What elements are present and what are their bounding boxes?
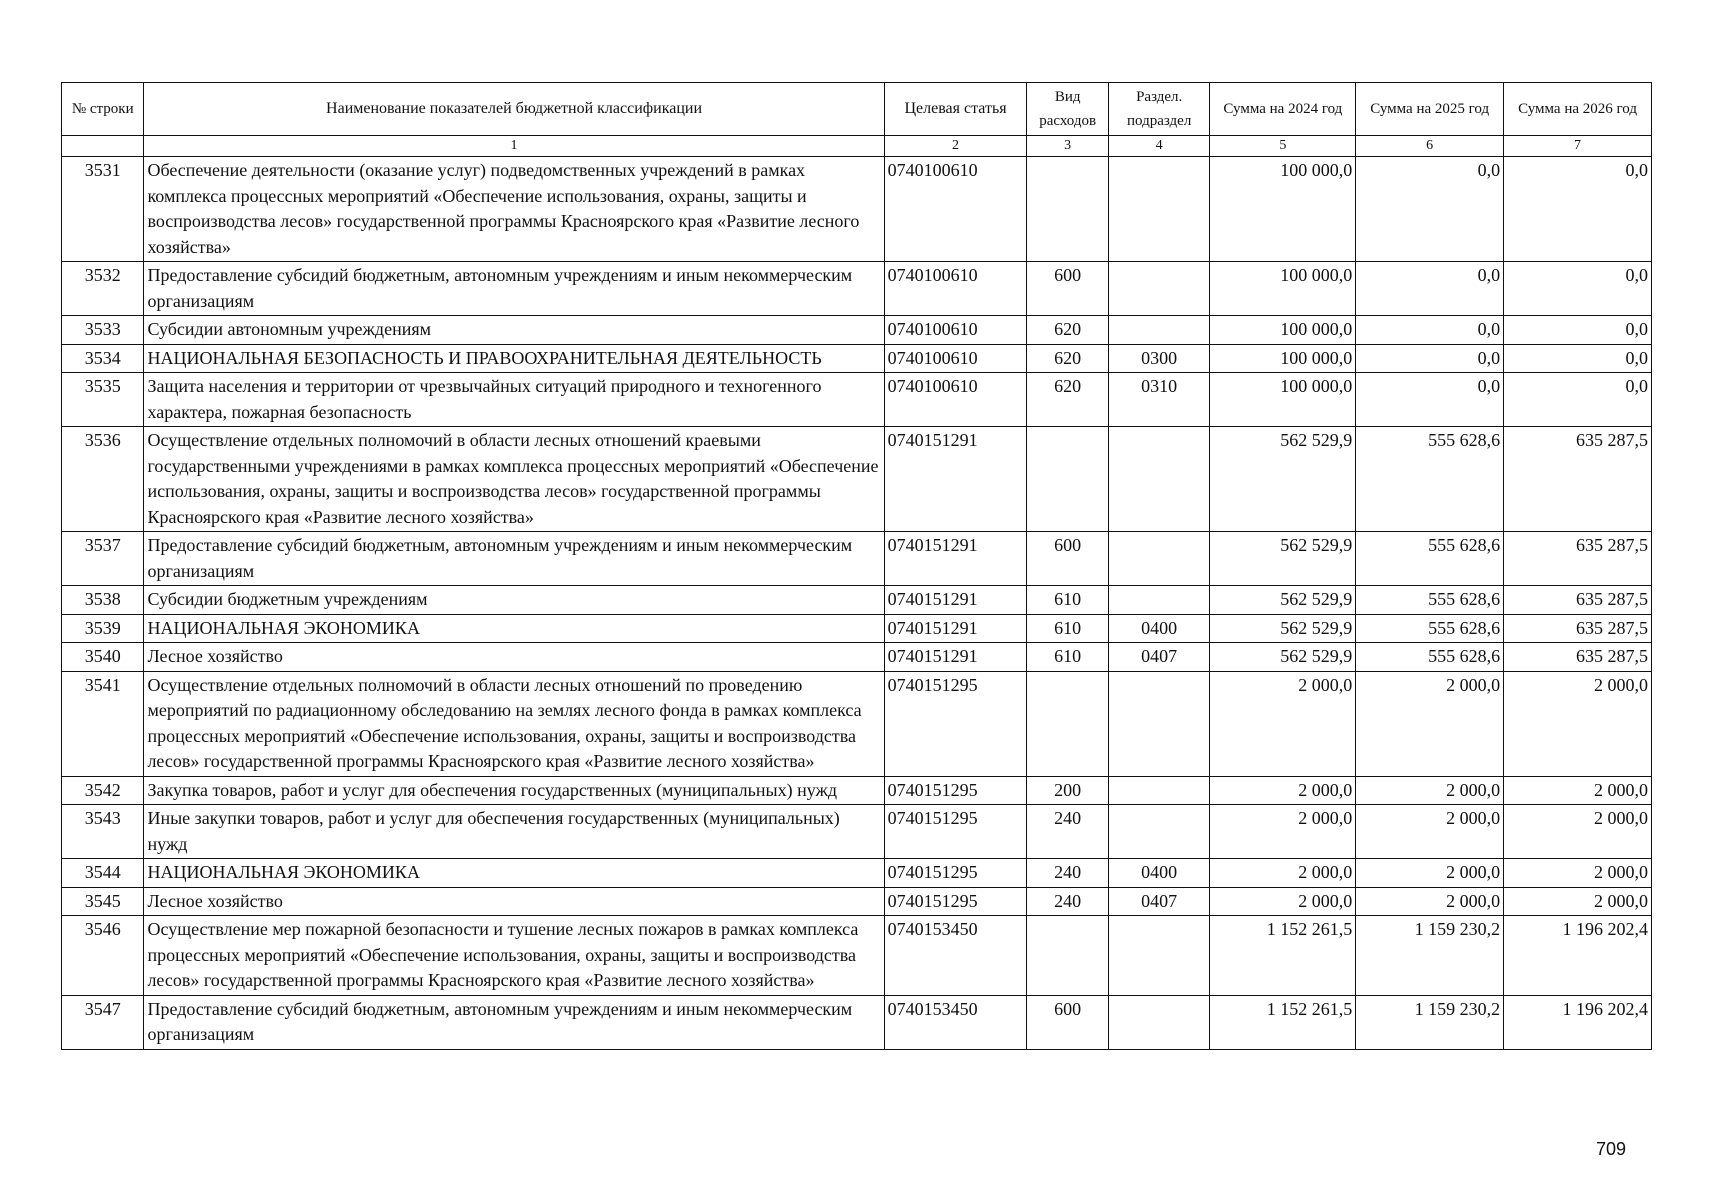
row-sum-2026: 0,0: [1504, 373, 1652, 427]
header-sum-2024: Сумма на 2024 год: [1210, 83, 1356, 136]
row-sum-2025: 2 000,0: [1356, 776, 1504, 805]
row-target-code: 0740151291: [884, 586, 1027, 615]
row-sum-2025: 555 628,6: [1356, 532, 1504, 586]
row-sum-2026: 0,0: [1504, 344, 1652, 373]
row-sum-2024: 100 000,0: [1210, 344, 1356, 373]
row-sum-2025: 555 628,6: [1356, 427, 1504, 532]
row-sum-2024: 100 000,0: [1210, 316, 1356, 345]
row-sum-2024: 2 000,0: [1210, 805, 1356, 859]
row-target-code: 0740151291: [884, 532, 1027, 586]
row-sum-2024: 100 000,0: [1210, 157, 1356, 262]
row-target-code: 0740151295: [884, 776, 1027, 805]
table-row: [62, 344, 1652, 373]
table-row: [62, 262, 1652, 316]
row-expense-type: [1027, 157, 1108, 262]
budget-table: [61, 82, 1652, 1050]
row-sum-2026: 2 000,0: [1504, 671, 1652, 776]
row-number: 3536: [62, 427, 144, 532]
table-row: [62, 532, 1652, 586]
row-number: 3533: [62, 316, 144, 345]
row-sum-2025: 0,0: [1356, 157, 1504, 262]
row-target-code: 0740100610: [884, 157, 1027, 262]
row-expense-type: 600: [1027, 262, 1108, 316]
row-name: Лесное хозяйство: [144, 643, 884, 672]
row-number: 3539: [62, 614, 144, 643]
row-name: Предоставление субсидий бюджетным, автономным учреждениям и иным некоммерческим организациям: [144, 532, 884, 586]
row-sum-2024: 562 529,9: [1210, 643, 1356, 672]
table-row: [62, 995, 1652, 1049]
row-expense-type: 240: [1027, 805, 1108, 859]
row-section: [1108, 995, 1210, 1049]
row-expense-type: 610: [1027, 643, 1108, 672]
row-sum-2024: 1 152 261,5: [1210, 916, 1356, 996]
row-sum-2026: 635 287,5: [1504, 614, 1652, 643]
row-target-code: 0740100610: [884, 316, 1027, 345]
row-target-code: 0740153450: [884, 916, 1027, 996]
row-name: Предоставление субсидий бюджетным, автономным учреждениям и иным некоммерческим организациям: [144, 262, 884, 316]
row-target-code: 0740151291: [884, 643, 1027, 672]
row-expense-type: 610: [1027, 586, 1108, 615]
row-number: 3541: [62, 671, 144, 776]
row-sum-2025: 2 000,0: [1356, 887, 1504, 916]
table-row: [62, 776, 1652, 805]
table-row: [62, 643, 1652, 672]
row-sum-2026: 0,0: [1504, 262, 1652, 316]
row-sum-2025: 0,0: [1356, 373, 1504, 427]
table-row: [62, 671, 1652, 776]
header-type: Вид расходов: [1027, 83, 1108, 136]
row-sum-2024: 562 529,9: [1210, 614, 1356, 643]
row-expense-type: 600: [1027, 532, 1108, 586]
row-name: Закупка товаров, работ и услуг для обеспечения государственных (муниципальных) нужд: [144, 776, 884, 805]
row-number: 3540: [62, 643, 144, 672]
row-sum-2024: 2 000,0: [1210, 776, 1356, 805]
row-expense-type: [1027, 916, 1108, 996]
row-sum-2026: 1 196 202,4: [1504, 995, 1652, 1049]
row-sum-2024: 100 000,0: [1210, 373, 1356, 427]
row-sum-2025: 2 000,0: [1356, 671, 1504, 776]
column-number: 2: [884, 136, 1027, 157]
row-sum-2026: 2 000,0: [1504, 859, 1652, 888]
row-section: 0407: [1108, 887, 1210, 916]
row-name: Осуществление отдельных полномочий в области лесных отношений краевыми государственными учреждениями в рамках комплекса процессных мероприятий «Обеспечение использования, охраны, защиты и воспроизводства лесов» государственной программы Красноярского края «Развитие лесного хозяйства»: [144, 427, 884, 532]
header-sum-2026: Сумма на 2026 год: [1504, 83, 1652, 136]
row-target-code: 0740100610: [884, 262, 1027, 316]
row-expense-type: 240: [1027, 887, 1108, 916]
row-name: НАЦИОНАЛЬНАЯ БЕЗОПАСНОСТЬ И ПРАВООХРАНИТЕЛЬНАЯ ДЕЯТЕЛЬНОСТЬ: [144, 344, 884, 373]
table-header: [62, 83, 1652, 157]
row-sum-2024: 562 529,9: [1210, 586, 1356, 615]
row-sum-2024: 562 529,9: [1210, 532, 1356, 586]
row-sum-2025: 0,0: [1356, 344, 1504, 373]
column-number: [62, 136, 144, 157]
row-number: 3547: [62, 995, 144, 1049]
row-sum-2026: 635 287,5: [1504, 427, 1652, 532]
row-target-code: 0740151295: [884, 805, 1027, 859]
table-row: [62, 373, 1652, 427]
row-sum-2024: 100 000,0: [1210, 262, 1356, 316]
row-expense-type: [1027, 427, 1108, 532]
row-section: [1108, 262, 1210, 316]
header-target: Целевая статья: [884, 83, 1027, 136]
row-sum-2025: 2 000,0: [1356, 805, 1504, 859]
row-target-code: 0740151291: [884, 614, 1027, 643]
row-name: Предоставление субсидий бюджетным, автономным учреждениям и иным некоммерческим организациям: [144, 995, 884, 1049]
row-sum-2025: 555 628,6: [1356, 614, 1504, 643]
row-number: 3537: [62, 532, 144, 586]
row-name: Обеспечение деятельности (оказание услуг) подведомственных учреждений в рамках комплекса процессных мероприятий «Обеспечение использования, охраны, защиты и воспроизводства лесов» государственной программы Красноярского края «Развитие лесного хозяйства»: [144, 157, 884, 262]
row-number: 3532: [62, 262, 144, 316]
row-target-code: 0740153450: [884, 995, 1027, 1049]
row-name: Осуществление мер пожарной безопасности и тушение лесных пожаров в рамках комплекса процессных мероприятий «Обеспечение использования, охраны, защиты и воспроизводства лесов» государственной программы Красноярского края «Развитие лесного хозяйства»: [144, 916, 884, 996]
row-target-code: 0740100610: [884, 344, 1027, 373]
row-section: 0400: [1108, 614, 1210, 643]
row-name: Субсидии автономным учреждениям: [144, 316, 884, 345]
row-sum-2025: 555 628,6: [1356, 586, 1504, 615]
row-section: [1108, 586, 1210, 615]
column-numbers-row: [62, 136, 1652, 157]
row-number: 3544: [62, 859, 144, 888]
row-expense-type: [1027, 671, 1108, 776]
row-name: Защита населения и территории от чрезвычайных ситуаций природного и техногенного характера, пожарная безопасность: [144, 373, 884, 427]
row-section: [1108, 427, 1210, 532]
row-sum-2024: 2 000,0: [1210, 859, 1356, 888]
row-expense-type: 620: [1027, 316, 1108, 345]
row-number: 3545: [62, 887, 144, 916]
row-expense-type: 240: [1027, 859, 1108, 888]
row-name: Лесное хозяйство: [144, 887, 884, 916]
row-section: [1108, 671, 1210, 776]
row-expense-type: 620: [1027, 373, 1108, 427]
row-name: Иные закупки товаров, работ и услуг для обеспечения государственных (муниципальных) нужд: [144, 805, 884, 859]
row-sum-2025: 555 628,6: [1356, 643, 1504, 672]
row-sum-2026: 1 196 202,4: [1504, 916, 1652, 996]
row-section: 0400: [1108, 859, 1210, 888]
row-section: 0300: [1108, 344, 1210, 373]
row-section: [1108, 776, 1210, 805]
row-target-code: 0740151295: [884, 859, 1027, 888]
header-row-no: № строки: [62, 83, 144, 136]
table-row: [62, 614, 1652, 643]
table-row: [62, 859, 1652, 888]
page-number: 709: [1596, 1139, 1627, 1159]
table-row: [62, 887, 1652, 916]
row-sum-2026: 635 287,5: [1504, 532, 1652, 586]
row-name: Субсидии бюджетным учреждениям: [144, 586, 884, 615]
table-row: [62, 157, 1652, 262]
column-number: 5: [1210, 136, 1356, 157]
row-section: [1108, 805, 1210, 859]
row-section: 0310: [1108, 373, 1210, 427]
table-body: [62, 157, 1652, 1050]
row-section: 0407: [1108, 643, 1210, 672]
table-row: [62, 316, 1652, 345]
header-sum-2025: Сумма на 2025 год: [1356, 83, 1504, 136]
row-number: 3546: [62, 916, 144, 996]
table-row: [62, 916, 1652, 996]
row-target-code: 0740151295: [884, 671, 1027, 776]
row-expense-type: 620: [1027, 344, 1108, 373]
row-sum-2025: 1 159 230,2: [1356, 995, 1504, 1049]
table-row: [62, 805, 1652, 859]
row-name: НАЦИОНАЛЬНАЯ ЭКОНОМИКА: [144, 614, 884, 643]
table-row: [62, 427, 1652, 532]
row-expense-type: 600: [1027, 995, 1108, 1049]
row-sum-2024: 2 000,0: [1210, 887, 1356, 916]
row-section: [1108, 532, 1210, 586]
row-number: 3538: [62, 586, 144, 615]
column-number: 7: [1504, 136, 1652, 157]
row-name: НАЦИОНАЛЬНАЯ ЭКОНОМИКА: [144, 859, 884, 888]
row-sum-2024: 562 529,9: [1210, 427, 1356, 532]
row-sum-2026: 0,0: [1504, 157, 1652, 262]
row-target-code: 0740100610: [884, 373, 1027, 427]
row-expense-type: 610: [1027, 614, 1108, 643]
row-sum-2026: 0,0: [1504, 316, 1652, 345]
row-section: [1108, 157, 1210, 262]
row-sum-2025: 0,0: [1356, 316, 1504, 345]
row-expense-type: 200: [1027, 776, 1108, 805]
row-sum-2026: 2 000,0: [1504, 805, 1652, 859]
row-sum-2026: 2 000,0: [1504, 776, 1652, 805]
row-number: 3542: [62, 776, 144, 805]
row-sum-2026: 635 287,5: [1504, 586, 1652, 615]
row-section: [1108, 316, 1210, 345]
row-sum-2024: 2 000,0: [1210, 671, 1356, 776]
column-number: 4: [1108, 136, 1210, 157]
row-sum-2025: 1 159 230,2: [1356, 916, 1504, 996]
row-sum-2026: 2 000,0: [1504, 887, 1652, 916]
row-number: 3531: [62, 157, 144, 262]
column-number: 3: [1027, 136, 1108, 157]
row-sum-2025: 2 000,0: [1356, 859, 1504, 888]
row-number: 3534: [62, 344, 144, 373]
row-sum-2026: 635 287,5: [1504, 643, 1652, 672]
row-section: [1108, 916, 1210, 996]
row-name: Осуществление отдельных полномочий в области лесных отношений по проведению мероприятий по радиационному обследованию на землях лесного фонда в рамках комплекса процессных мероприятий «Обеспечение использования, охраны, защиты и воспроизводства лесов» государственной программы Красноярского края «Развитие лесного хозяйства»: [144, 671, 884, 776]
row-sum-2025: 0,0: [1356, 262, 1504, 316]
row-target-code: 0740151291: [884, 427, 1027, 532]
table-row: [62, 586, 1652, 615]
column-number: 6: [1356, 136, 1504, 157]
header-name: Наименование показателей бюджетной классификации: [144, 83, 884, 136]
row-sum-2024: 1 152 261,5: [1210, 995, 1356, 1049]
column-number: 1: [144, 136, 884, 157]
row-number: 3535: [62, 373, 144, 427]
row-number: 3543: [62, 805, 144, 859]
header-section: Раздел. подраздел: [1108, 83, 1210, 136]
row-target-code: 0740151295: [884, 887, 1027, 916]
